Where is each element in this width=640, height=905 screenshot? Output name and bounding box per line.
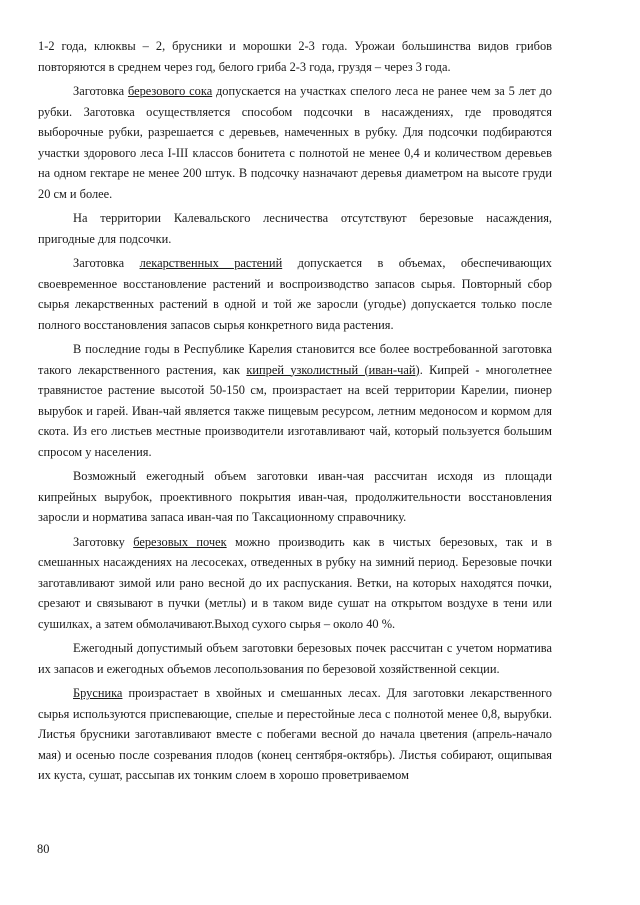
paragraph-text: допускается на участках спелого леса не ранее чем за 5 лет до рубки. Заготовка осуществляется способом подсочки в насаждениях, где проводятся выборочные рубки, разрешается с деревьев, намеченных в рубку. Для подсочки подбираются участки здорового леса I-III классов бонитета с полнотой не менее 0,4 и количеством деревьев на одном гектаре не менее 200 штук. В подсочку назначают деревья диаметром на высоте груди 20 см и более.	[38, 84, 552, 201]
paragraph	[38, 81, 552, 204]
paragraph-text: допускается в объемах, обеспечивающих своевременное восстановление растений и воспроизводство запасов сырья. Повторный сбор сырья лекарственных растений в одной и той же заросли (угодье) допускается только после полного восстановления запасов сырья конкретного вида растения.	[38, 256, 552, 332]
paragraph-text: Ежегодный допустимый объем заготовки березовых почек рассчитан с учетом норматива их запасов и ежегодных объемов лесопользования по березовой хозяйственной секции.	[38, 641, 552, 676]
paragraph-text: 1-2 года, клюквы – 2, брусники и морошки 2-3 года. Урожаи большинства видов грибов повторяются в среднем через год, белого гриба 2-3 года, груздя – через 3 года.	[38, 39, 552, 74]
paragraph	[38, 253, 552, 335]
paragraph-text: Заготовка	[73, 256, 140, 270]
paragraph-text: произрастает в хвойных и смешанных лесах. Для заготовки лекарственного сырья используются приспевающие, спелые и перестойные леса с полнотой менее 0,8, вырубки. Листья брусники заготавливают вместе с побегами весной до начала цветения (апрель-начало мая) и осенью после созревания плодов (конец сентября-октябрь). Листья собирают, ощипывая их куста, сушат, рассыпав их тонким слоем в хорошо проветриваемом	[38, 686, 552, 782]
underlined-term: Брусника	[73, 686, 123, 700]
paragraph	[38, 532, 552, 635]
underlined-term: лекарственных растений	[139, 256, 283, 270]
paragraph-text: В последние годы в Республике Карелия становится все более востребованной заготовка такого лекарственного растения, как	[38, 342, 552, 377]
paragraph	[38, 638, 552, 679]
underlined-term: березового сока	[127, 84, 213, 98]
paragraph-text: можно производить как в чистых березовых, так и в смешанных насаждениях на лесосеках, отведенных в рубку на зимний период. Березовые почки заготавливают зимой или рано весной до их распускания. Ветки, на которых находятся почки, срезают и связывают в пучки (метлы) и в таком виде сушат на открытом воздухе в тени или сушилках, а затем обмолачивают.Выход сухого сырья – около 40 %.	[38, 534, 552, 631]
paragraph-text: Возможный ежегодный объем заготовки иван-чая рассчитан исходя из площади кипрейных вырубок, проективного покрытия иван-чая, продолжительности восстановления заросли и норматива запаса иван-чая по Таксационному справочнику.	[38, 469, 552, 524]
paragraph-text: . Кипрей - многолетнее травянистое растение высотой 50-150 см, произрастает на всей территории Карелии, пионер вырубок и гарей. Иван-чай является также пищевым ресурсом, летним медоносом и кормом для скота. Из его листьев местные производители изготавливают чай, который пользуется большим спросом у населения.	[38, 362, 553, 459]
page-number: 80	[37, 842, 50, 856]
paragraph	[38, 683, 552, 786]
body-text	[38, 36, 552, 790]
underlined-term: кипрей узколистный (иван-чай)	[246, 362, 420, 377]
paragraph-text: На территории Калевальского лесничества отсутствуют березовые насаждения, пригодные для подсочки.	[38, 211, 552, 246]
paragraph-text: Заготовка	[73, 84, 128, 98]
underlined-term: березовых почек	[133, 534, 227, 549]
paragraph	[38, 339, 552, 462]
paragraph	[38, 466, 552, 528]
paragraph-text: Заготовку	[73, 534, 134, 549]
paragraph	[38, 208, 552, 249]
paragraph	[38, 36, 552, 77]
